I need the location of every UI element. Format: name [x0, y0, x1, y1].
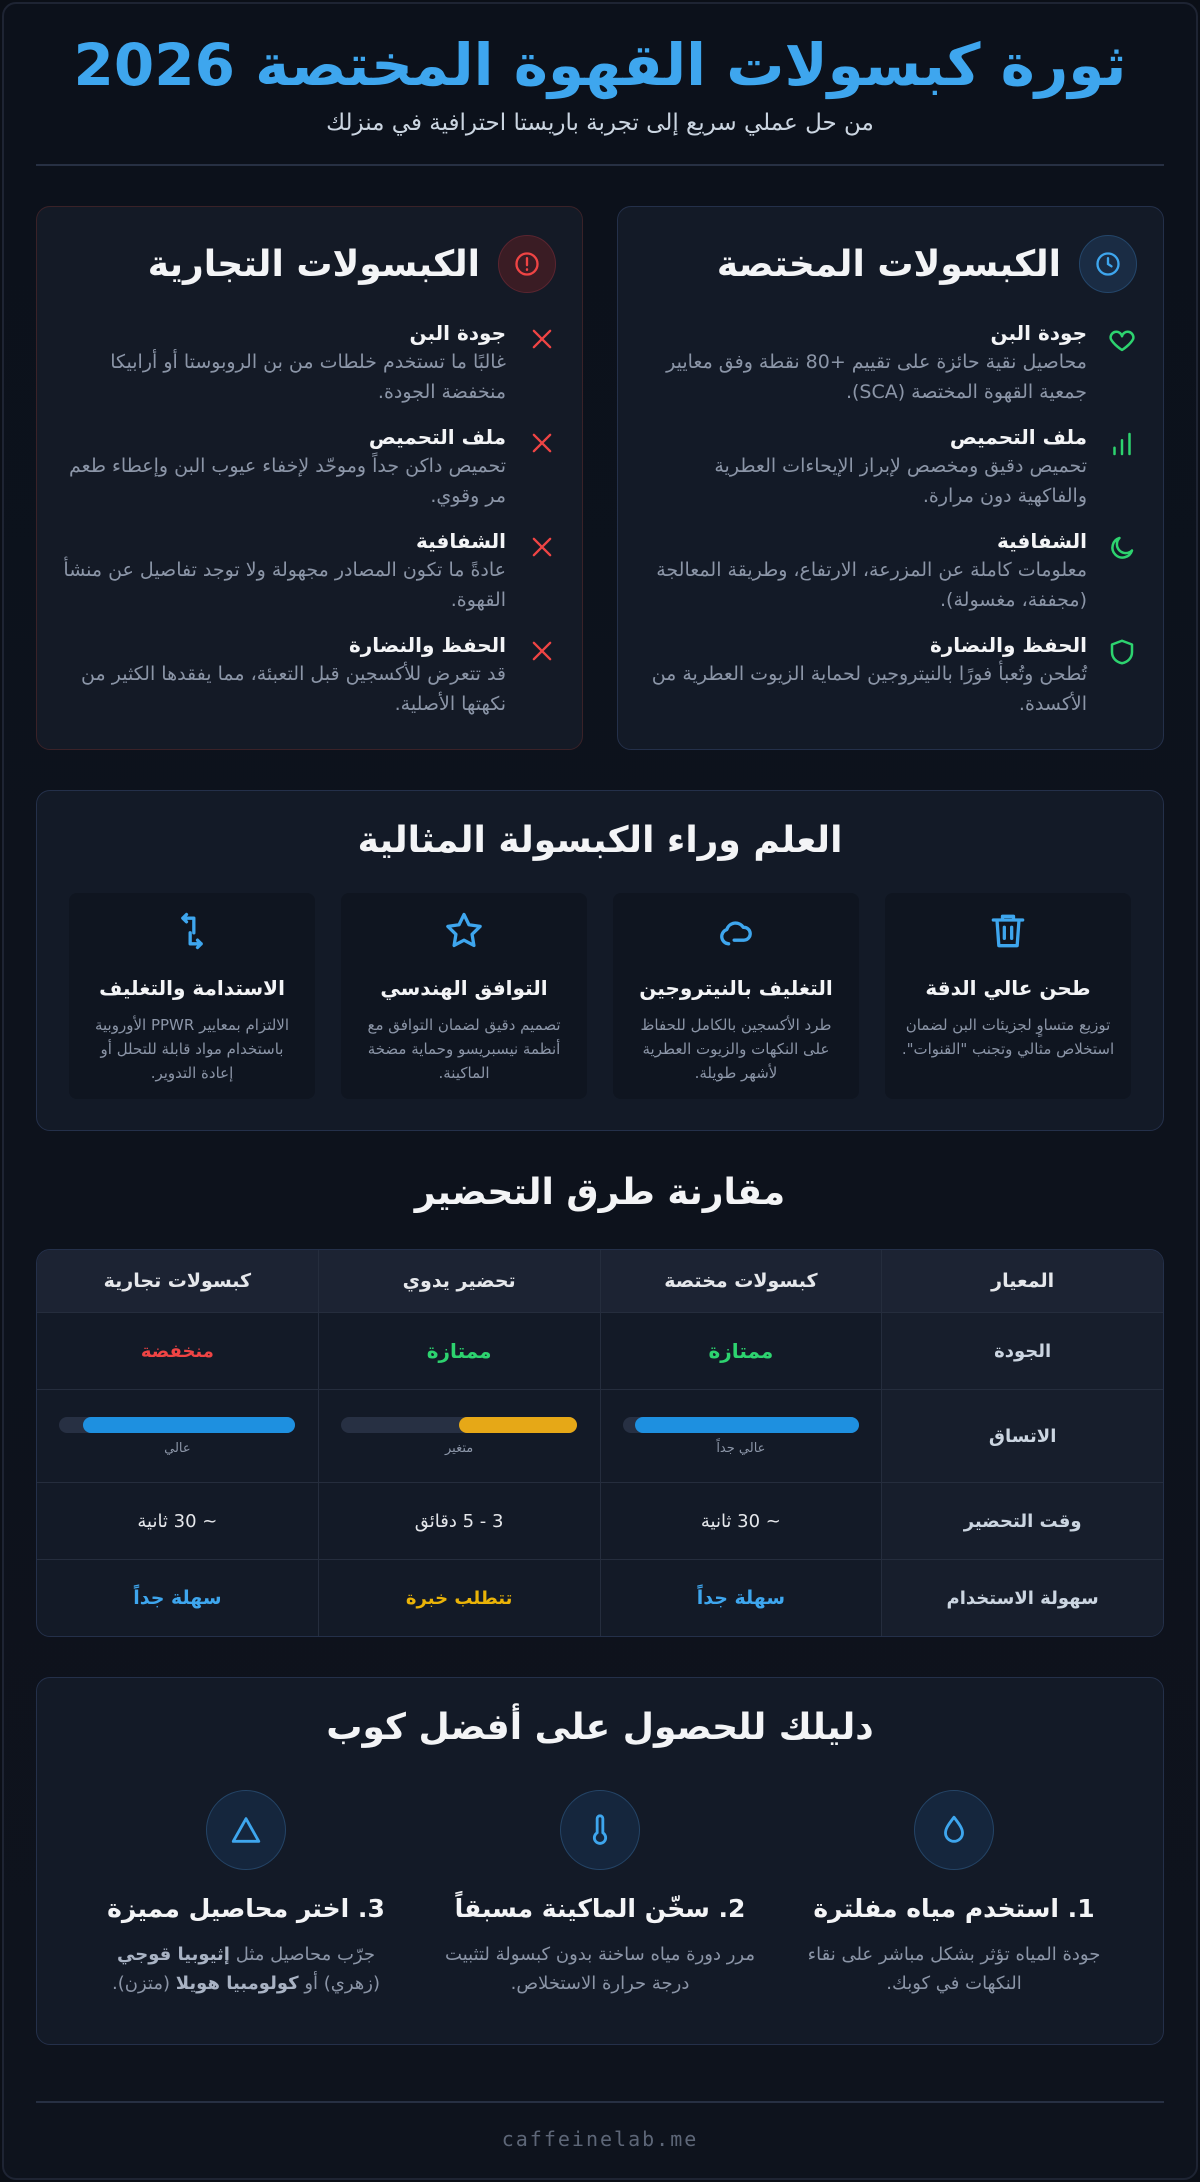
science-item-desc: توزيع متساوٍ لجزيئات البن لضمان استخلاص مثالي وتجنب "القنوات".: [901, 1016, 1115, 1058]
item-desc: تُطحن وتُعبأ فورًا بالنيتروجين لحماية الزيوت العطرية من الأكسدة.: [651, 663, 1087, 715]
item-desc: تحميص دقيق ومخصص لإبراز الإيحاءات العطرية والفاكهية دون مرارة.: [714, 455, 1087, 507]
table-row: [37, 1559, 1163, 1636]
specialty-item: [644, 321, 1137, 425]
science-item-title: التوافق الهندسي: [380, 976, 548, 1000]
consistency-bar: [341, 1417, 577, 1433]
table-cell: سهلة جداً: [133, 1587, 222, 1609]
table-cell: منخفضة: [140, 1340, 214, 1362]
consistency-label: متغير: [445, 1440, 474, 1456]
consistency-bar-fill: [83, 1417, 295, 1433]
commercial-item: [63, 633, 556, 737]
specialty-item: [644, 633, 1137, 737]
guide-title: دليلك للحصول على أفضل كوب: [326, 1707, 874, 1748]
table-cell: [37, 1390, 318, 1482]
table-cell: [318, 1390, 600, 1482]
specialty-card-title: الكبسولات المختصة: [716, 243, 1061, 285]
guide-step-desc: مرر دورة مياه ساخنة بدون كبسولة لتثبيت درجة حرارة الاستخلاص.: [445, 1944, 755, 1994]
science-item-title: الاستدامة والتغليف: [99, 976, 285, 1000]
page-subtitle: من حل عملي سريع إلى تجربة باريستا احترافية في منزلك: [326, 110, 874, 136]
alert-icon: [498, 235, 556, 293]
science-item: [69, 893, 315, 1099]
table-cell: 3 - 5 دقائق: [318, 1483, 600, 1559]
recycle-icon: [69, 909, 315, 957]
table-row: [37, 1482, 1163, 1559]
table-header-row: [37, 1250, 1163, 1312]
guide-section: [36, 1677, 1164, 2045]
item-title: ملف التحميص: [368, 425, 506, 449]
consistency-bar: [59, 1417, 295, 1433]
x-icon: [522, 529, 556, 633]
table-cell: سهلة جداً: [600, 1560, 882, 1636]
table-header: المعيار: [881, 1250, 1163, 1312]
specialty-item: [644, 425, 1137, 529]
commercial-item: [63, 321, 556, 425]
item-title: جودة البن: [990, 321, 1087, 345]
bar-chart-icon: [1103, 425, 1137, 529]
x-icon: [522, 633, 556, 737]
table-row: [37, 1389, 1163, 1482]
item-desc: معلومات كاملة عن المزرعة، الارتفاع، وطريقة المعالجة (مجففة، مغسولة).: [656, 559, 1087, 611]
commercial-item: [63, 425, 556, 529]
table-cell: ~ 30 ثانية: [600, 1483, 882, 1559]
science-title: العلم وراء الكبسولة المثالية: [357, 820, 843, 861]
item-desc: تحميص داكن جداً وموحّد لإخفاء عيوب البن وإعطاء طعم مر وقوي.: [69, 455, 506, 507]
item-desc: محاصيل نقية حائزة على تقييم +80 نقطة وفق معايير جمعية القهوة المختصة (SCA).: [666, 351, 1087, 403]
consistency-bar-fill: [459, 1417, 577, 1433]
table-cell: [600, 1390, 882, 1482]
star-icon: [341, 909, 587, 957]
page-content: [36, 0, 1164, 2151]
consistency-label: عالي جداً: [716, 1440, 766, 1456]
clock-icon: [1079, 235, 1137, 293]
guide-step-title: 3. اختر محاصيل مميزة: [107, 1894, 385, 1923]
comparison-cards: [36, 206, 1164, 750]
origin-name: إثيوبيا قوجي: [117, 1944, 230, 1965]
criterion-label: وقت التحضير: [881, 1483, 1163, 1559]
item-title: الشفافية: [996, 529, 1087, 553]
item-title: ملف التحميص: [949, 425, 1087, 449]
heart-icon: [1103, 321, 1137, 425]
science-item: [613, 893, 859, 1099]
science-item-desc: الالتزام بمعايير PPWR الأوروبية باستخدام مواد قابلة للتحلل أو إعادة التدوير.: [94, 1016, 290, 1082]
science-item-title: طحن عالي الدقة: [925, 976, 1091, 1000]
x-icon: [522, 425, 556, 529]
science-item-title: التغليف بالنيتروجين: [639, 976, 833, 1000]
guide-step: [423, 1790, 777, 1998]
item-title: الشفافية: [415, 529, 506, 553]
footer-link[interactable]: caffeinelab.me: [501, 2127, 699, 2151]
item-title: جودة البن: [409, 321, 506, 345]
triangle-icon: [206, 1790, 286, 1870]
guide-step-title: 1. استخدم مياه مفلترة: [813, 1894, 1095, 1923]
table-header: كبسولات تجارية: [103, 1270, 252, 1292]
science-item-desc: تصميم دقيق لضمان التوافق مع أنظمة نيسبريسو وحماية مضخة الماكينة.: [367, 1016, 561, 1082]
header-divider: [36, 164, 1164, 166]
item-title: الحفظ والنضارة: [929, 633, 1087, 657]
comparison-table: [36, 1249, 1164, 1637]
table-cell: تتطلب خبرة: [318, 1560, 600, 1636]
page-title: ثورة كبسولات القهوة المختصة 2026: [73, 31, 1127, 99]
footer-divider: [36, 2101, 1164, 2103]
drop-icon: [914, 1790, 994, 1870]
specialty-item: [644, 529, 1137, 633]
item-desc: قد تتعرض للأكسجين قبل التعبئة، مما يفقدها الكثير من نكهتها الأصلية.: [81, 663, 506, 715]
criterion-label: الاتساق: [881, 1390, 1163, 1482]
item-desc: غالبًا ما تستخدم خلطات من بن الروبوستا أو أرابيكا منخفضة الجودة.: [110, 351, 506, 403]
guide-step-desc: جرّب محاصيل مثل إثيوبيا قوجي (زهري) أو كولومبيا هويلا (متزن).: [112, 1944, 380, 1994]
table-cell: ممتازة: [600, 1313, 882, 1389]
comparison-title: مقارنة طرق التحضير: [414, 1172, 786, 1213]
cloud-icon: [613, 909, 859, 957]
thermometer-icon: [560, 1790, 640, 1870]
criterion-label: سهولة الاستخدام: [881, 1560, 1163, 1636]
table-cell: ~ 30 ثانية: [137, 1510, 218, 1532]
specialty-card: [617, 206, 1164, 750]
commercial-card: [36, 206, 583, 750]
guide-step-title: 2. سخّن الماكينة مسبقاً: [454, 1894, 746, 1923]
consistency-bar: [623, 1417, 859, 1433]
item-title: الحفظ والنضارة: [348, 633, 506, 657]
guide-step-desc: جودة المياه تؤثر بشكل مباشر على نقاء النكهات في كوبك.: [807, 1944, 1101, 1994]
guide-step: [69, 1790, 423, 1998]
science-section: [36, 790, 1164, 1131]
science-item: [885, 893, 1131, 1099]
consistency-bar-fill: [635, 1417, 859, 1433]
commercial-item: [63, 529, 556, 633]
shield-icon: [1103, 633, 1137, 737]
table-header: كبسولات مختصة: [600, 1250, 882, 1312]
table-row: [37, 1312, 1163, 1389]
science-item: [341, 893, 587, 1099]
item-desc: عادةً ما تكون المصادر مجهولة ولا توجد تفاصيل عن منشأ القهوة.: [63, 559, 506, 611]
guide-step: [777, 1790, 1131, 1998]
science-item-desc: طرد الأكسجين بالكامل للحفاظ على النكهات والزيوت العطرية لأشهر طويلة.: [640, 1016, 832, 1082]
x-icon: [522, 321, 556, 425]
table-header: تحضير يدوي: [318, 1250, 600, 1312]
moon-icon: [1103, 529, 1137, 633]
table-cell: ممتازة: [318, 1313, 600, 1389]
commercial-card-title: الكبسولات التجارية: [147, 243, 480, 285]
trash-icon: [885, 909, 1131, 957]
consistency-label: عالي: [164, 1440, 191, 1456]
origin-name: كولومبيا هويلا: [175, 1973, 299, 1994]
criterion-label: الجودة: [881, 1313, 1163, 1389]
